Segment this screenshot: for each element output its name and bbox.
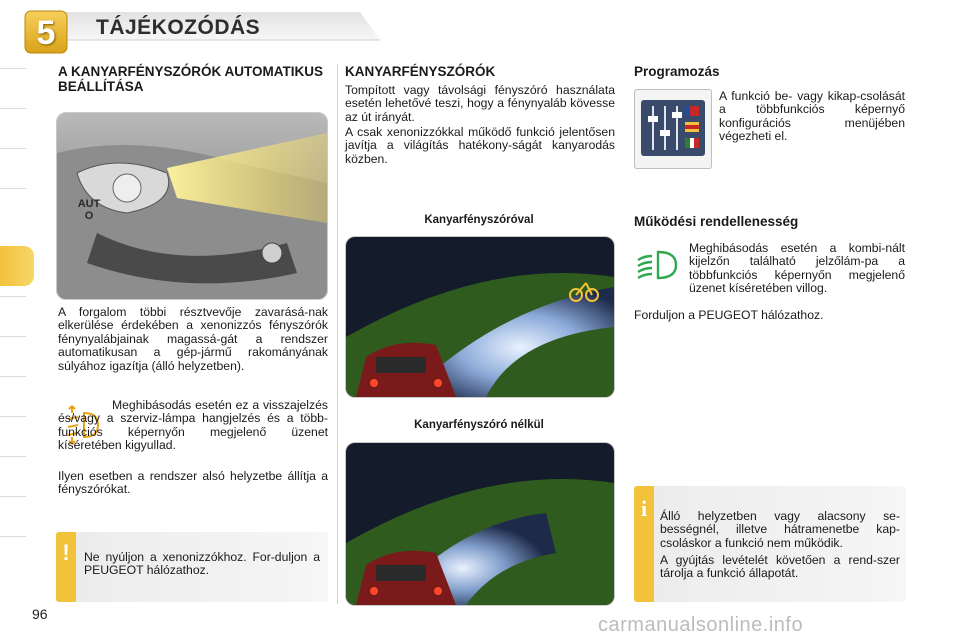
left-heading: A KANYARFÉNYSZÓRÓK AUTOMATIKUS BEÁLLÍTÁSA xyxy=(58,64,324,94)
middle-heading: KANYARFÉNYSZÓRÓK xyxy=(345,64,496,79)
left-warning-text: Meghibásodás esetén ez a visszajelzés és/vagy a szerviz-lámpa hangjelzés és a több-funkciós képernyőn megjelenő üzenet kíséretében kigyullad. xyxy=(58,398,328,453)
side-tab[interactable] xyxy=(0,296,26,335)
side-tab[interactable] xyxy=(0,416,26,455)
watermark: carmanualsonline.info xyxy=(598,614,804,636)
column-divider xyxy=(337,64,338,604)
side-tab[interactable] xyxy=(0,188,26,227)
side-tab[interactable] xyxy=(0,68,26,107)
without-cornering-light-image xyxy=(345,442,615,606)
programming-heading: Programozás xyxy=(634,64,720,79)
side-tab[interactable] xyxy=(0,456,26,495)
settings-sliders-icon xyxy=(634,89,712,169)
chapter-number: 5 xyxy=(36,14,56,52)
cornering-headlamp-icon xyxy=(634,248,680,282)
with-cornering-light-image xyxy=(345,236,615,398)
side-tab[interactable] xyxy=(0,496,26,535)
caption-with-cornering: Kanyarfényszóróval xyxy=(424,214,534,226)
middle-para2: A csak xenonizzókkal működő funkció jelentősen javítja a világítás hatékony-ságát kanyarodás közben. xyxy=(345,125,615,166)
side-tab[interactable] xyxy=(0,148,26,187)
exclamation-icon: ! xyxy=(62,540,70,565)
side-tab[interactable] xyxy=(0,536,26,575)
warning-note-text: Ne nyúljon a xenonizzókhoz. For-duljon a PEUGEOT hálózathoz. xyxy=(84,550,320,578)
middle-para1: Tompított vagy távolsági fényszóró használata esetén lehetővé teszi, hogy a fénynyaláb kövesse az út irányát. xyxy=(345,83,615,124)
info-icon: i xyxy=(640,496,648,521)
side-tab[interactable] xyxy=(0,376,26,415)
left-reset-text: Ilyen esetben a rendszer alsó helyzetbe állítja a fényszórókat. xyxy=(58,469,328,497)
fault-heading: Működési rendellenesség xyxy=(634,214,799,229)
side-tab-active[interactable] xyxy=(0,246,34,286)
info-para1: Álló helyzetben vagy alacsony se-bességnél, illetve hátramenetbe kap-csoláskor a funkció nem működik. xyxy=(660,509,900,550)
chapter-title: TÁJÉKOZÓDÁS xyxy=(96,16,261,39)
programming-text: A funkció be- vagy kikap-csolását a többfunkciós képernyő konfigurációs menüjében végezheti el. xyxy=(719,89,905,144)
caption-without-cornering: Kanyarfényszóró nélkül xyxy=(414,419,544,431)
fault-text: Meghibásodás esetén a kombi-nált kijelzőn található jelzőlám-pa a többfunkciós képernyőn megjelenő üzenet kíséretében villog. xyxy=(689,241,905,296)
side-tab[interactable] xyxy=(0,336,26,375)
page-number: 96 xyxy=(32,606,48,622)
left-body: A forgalom többi résztvevője zavarásá-nak elkerülése érdekében a xenonizzós fényszórók fénynyalábjainak magassá-gát a rendszer automatikusan a gép-jármű rakományának súlyához igazítja (álló helyzetben). xyxy=(58,305,328,373)
contact-text: Forduljon a PEUGEOT hálózathoz. xyxy=(634,308,824,322)
side-tab[interactable] xyxy=(0,108,26,147)
auto-label: AUTO xyxy=(77,198,101,222)
info-para2: A gyújtás levételét követően a rend-szer tárolja a funkció állapotát. xyxy=(660,553,900,581)
